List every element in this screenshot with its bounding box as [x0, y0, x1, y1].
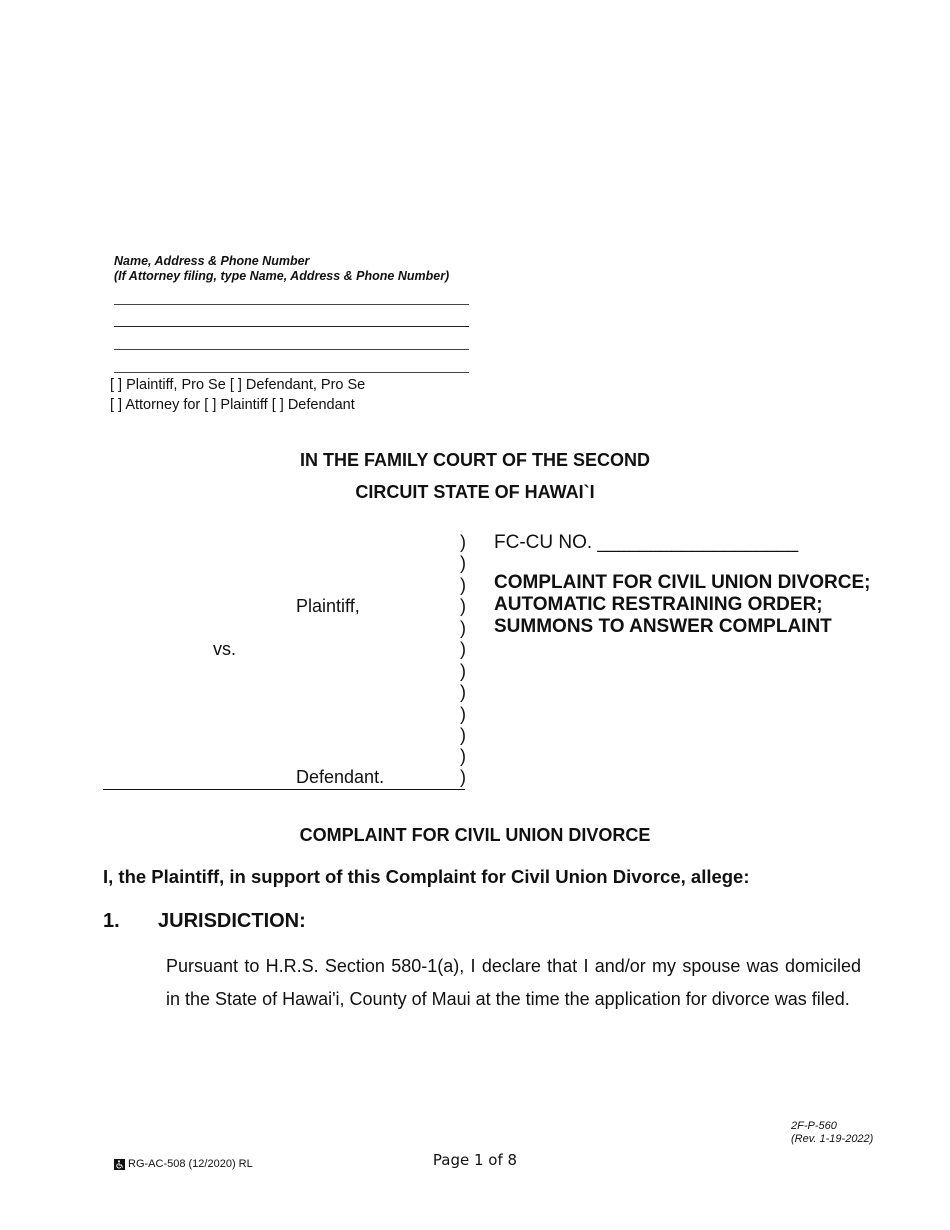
caption-paren: )	[460, 682, 466, 702]
caption-paren: )	[460, 532, 466, 552]
defendant-underline	[103, 789, 465, 790]
address-line-4[interactable]	[114, 372, 469, 373]
section-title: COMPLAINT FOR CIVIL UNION DIVORCE	[299, 825, 651, 845]
vs-label: vs.	[213, 639, 237, 659]
form-number-block	[791, 1120, 873, 1146]
party-checkbox-line-2[interactable]: [ ] Attorney for [ ] Plaintiff [ ] Defendant	[110, 397, 355, 413]
caption-paren: )	[460, 725, 466, 745]
party-checkbox-line-1[interactable]: [ ] Plaintiff, Pro Se [ ] Defendant, Pro Se	[110, 377, 366, 393]
court-heading-line-2: CIRCUIT STATE OF HAWAI`I	[355, 482, 595, 502]
address-line-3[interactable]	[114, 349, 469, 350]
case-number-field[interactable]: FC-CU NO. ___________________	[494, 532, 799, 553]
item-heading: JURISDICTION:	[158, 910, 306, 932]
caption-paren: )	[460, 553, 466, 573]
attorney-instruction-label: (If Attorney filing, type Name, Address & Phone Number)	[114, 269, 450, 283]
jurisdiction-paragraph: Pursuant to H.R.S. Section 580-1(a), I declare that I and/or my spouse was domiciled in the State of Hawai'i, County of Maui at the time the application for divorce was filed.	[166, 956, 861, 1009]
court-heading-line-1: IN THE FAMILY COURT OF THE SECOND	[299, 450, 651, 470]
name-address-label: Name, Address & Phone Number	[114, 254, 310, 268]
caption-paren: )	[460, 639, 466, 659]
allegation-intro: I, the Plaintiff, in support of this Complaint for Civil Union Divorce, allege:	[103, 866, 750, 887]
form-revision: (Rev. 1-19-2022)	[791, 1133, 874, 1145]
document-title-block	[494, 572, 870, 638]
document-title-line-2: AUTOMATIC RESTRAINING ORDER;	[494, 594, 823, 615]
document-title-line-3: SUMMONS TO ANSWER COMPLAINT	[494, 616, 832, 637]
defendant-label: Defendant.	[296, 767, 385, 787]
page-number: Page 1 of 8	[432, 1151, 518, 1169]
item-number: 1.	[103, 910, 120, 932]
address-line-1[interactable]	[114, 304, 469, 305]
caption-paren: )	[460, 618, 466, 638]
form-number: 2F-P-560	[791, 1120, 837, 1132]
caption-paren: )	[460, 704, 466, 724]
caption-paren: )	[460, 596, 466, 616]
address-line-2[interactable]	[114, 326, 469, 327]
document-title-line-1: COMPLAINT FOR CIVIL UNION DIVORCE;	[494, 572, 871, 593]
caption-paren: )	[460, 767, 466, 787]
plaintiff-label: Plaintiff,	[296, 596, 360, 616]
caption-paren: )	[460, 661, 466, 681]
caption-paren: )	[460, 575, 466, 595]
caption-paren: )	[460, 746, 466, 766]
accessibility-code: RG-AC-508 (12/2020) RL	[128, 1158, 253, 1170]
